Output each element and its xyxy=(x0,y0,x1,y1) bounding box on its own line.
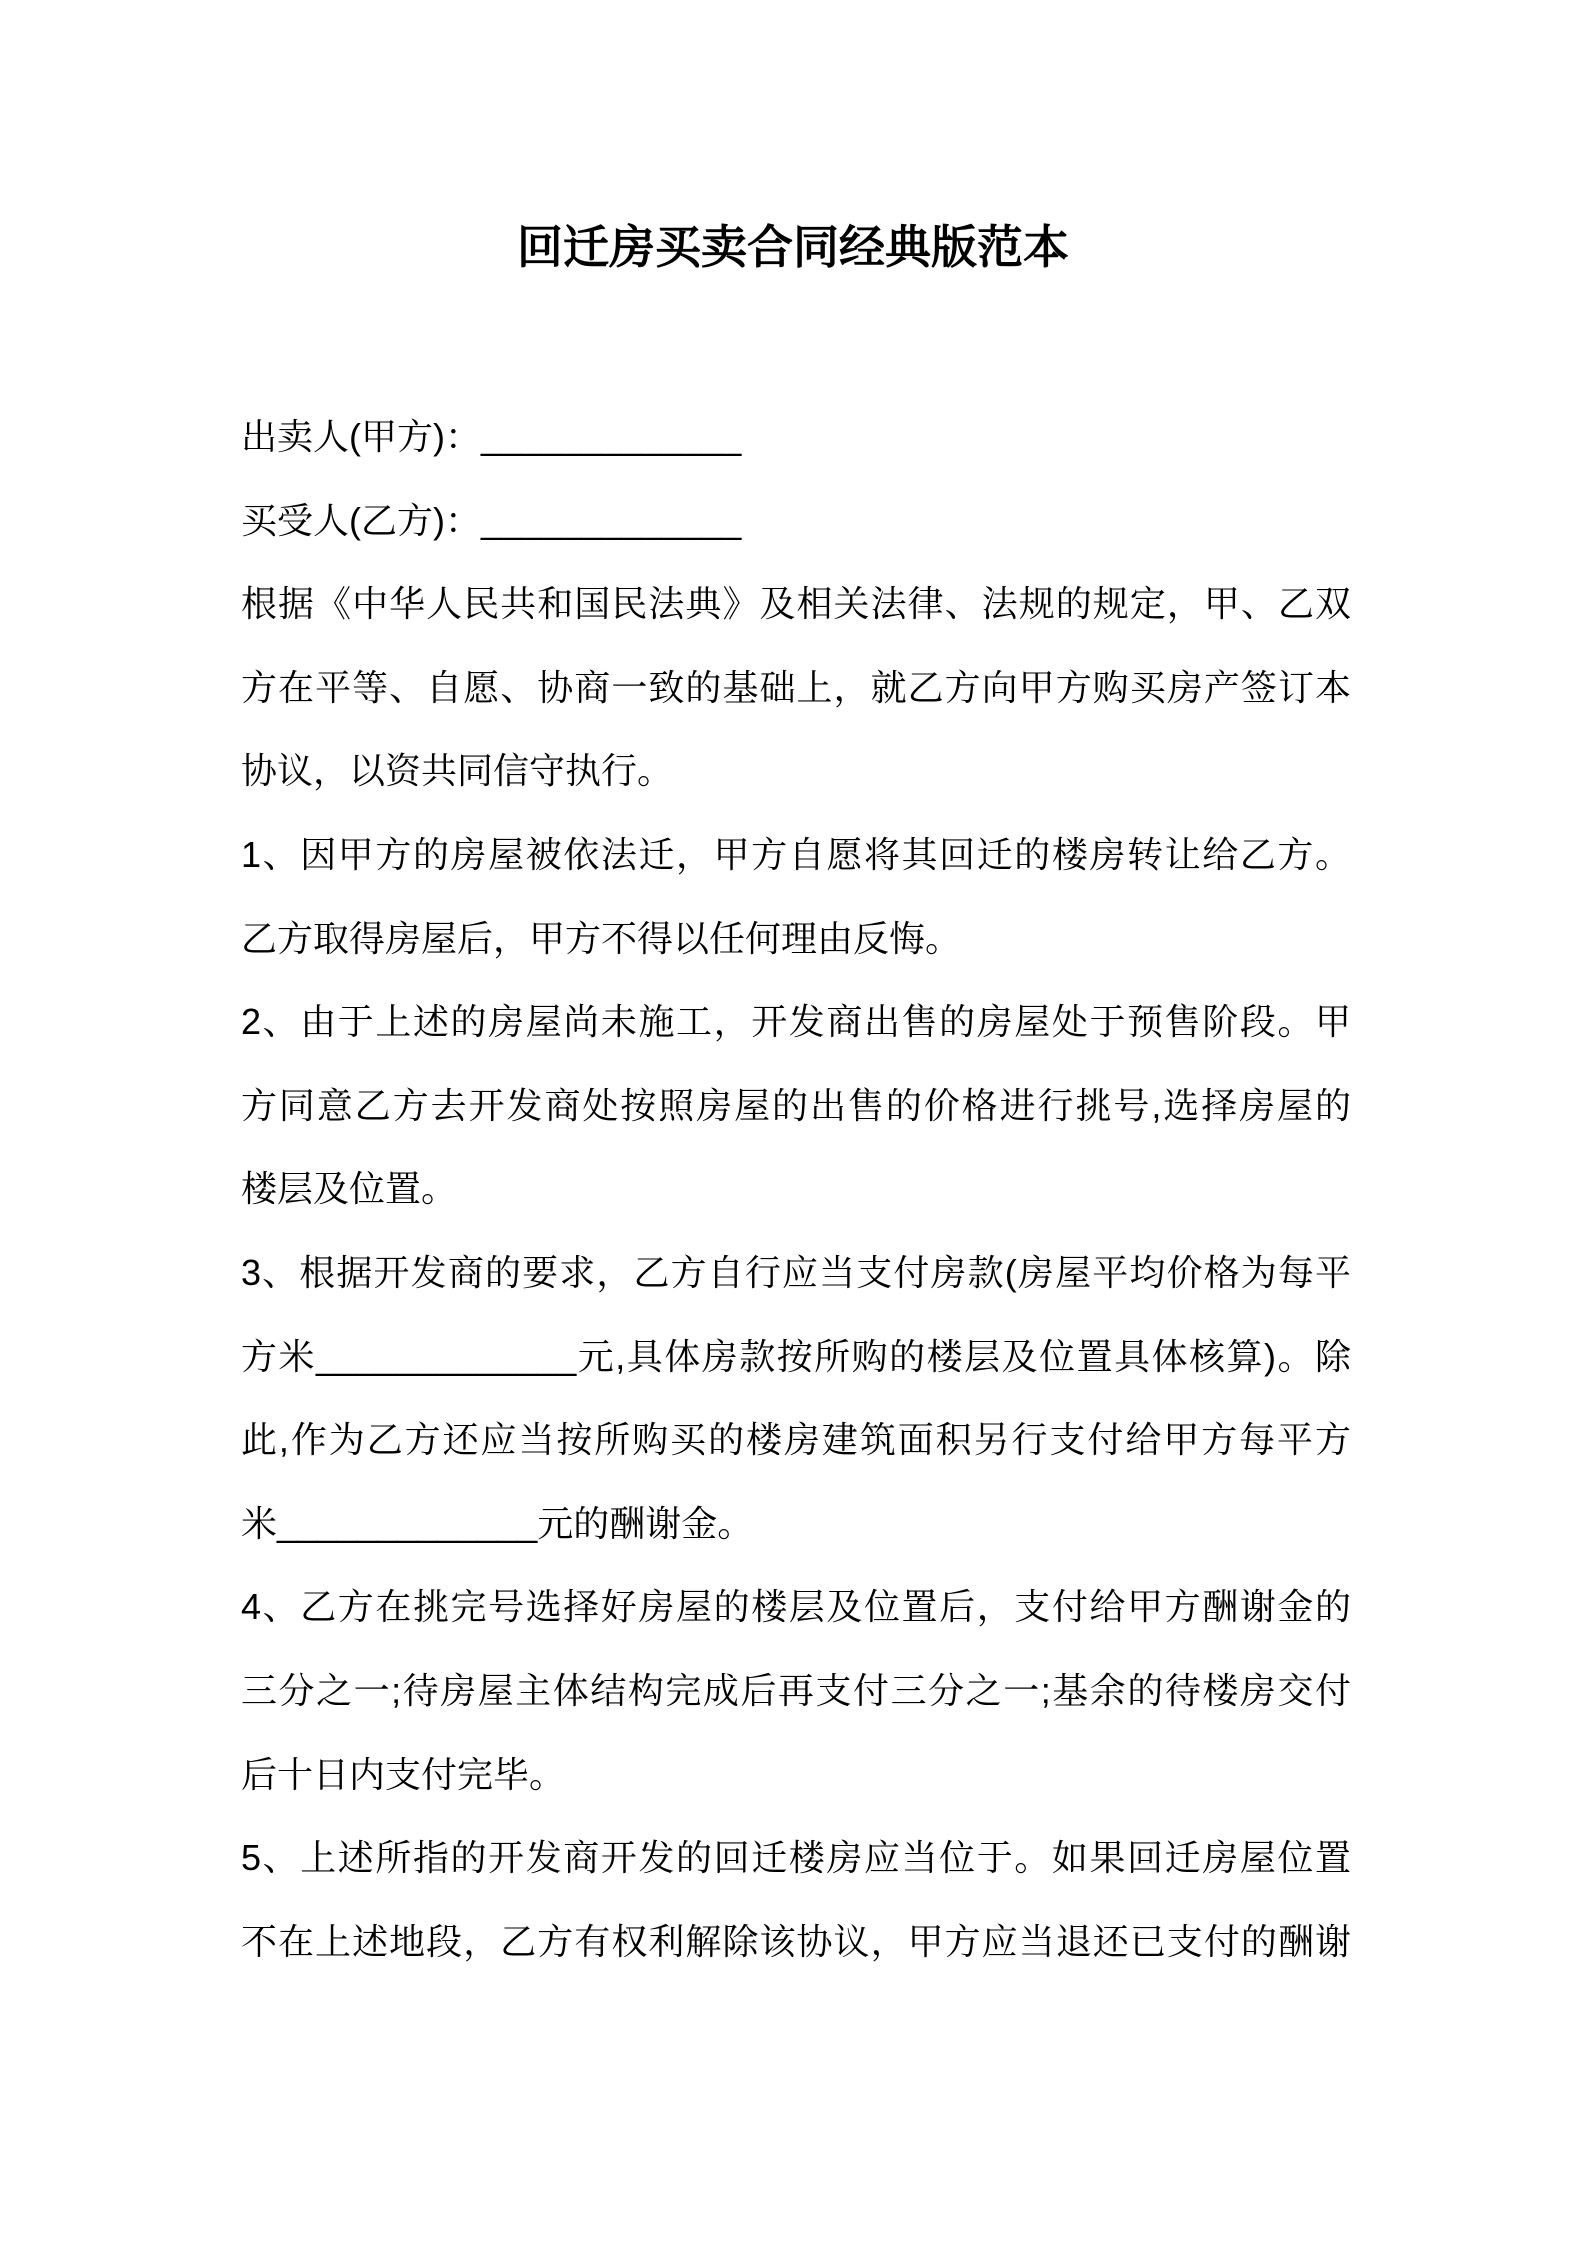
paragraph-line: 协议，以资共同信守执行。 xyxy=(241,750,674,792)
paragraph-line: 方同意乙方去开发商处按照房屋的出售的价格进行挑号,选择房屋的 xyxy=(241,1084,1351,1126)
paragraph-line: 此,作为乙方还应当按所购买的楼房建筑面积另行支付给甲方每平方 xyxy=(241,1419,1351,1461)
clause-2 xyxy=(241,980,1351,1231)
paragraph-line: 楼层及位置。 xyxy=(241,1168,458,1210)
preamble-paragraph xyxy=(241,562,1351,813)
paragraph-line: 方米_____________元,具体房款按所购的楼层及位置具体核算)。除 xyxy=(241,1335,1351,1377)
clause-3 xyxy=(241,1231,1351,1565)
paragraph-line: 方在平等、自愿、协商一致的基础上，就乙方向甲方购买房产签订本 xyxy=(241,666,1351,708)
seller-field xyxy=(241,395,1351,479)
paragraph-line: 出卖人(甲方)：_____________ xyxy=(241,416,742,457)
clause-1 xyxy=(241,813,1351,980)
buyer-field xyxy=(241,479,1351,563)
paragraph-line: 4、乙方在挑完号选择好房屋的楼层及位置后，支付给甲方酬谢金的 xyxy=(241,1586,1351,1628)
paragraph-line: 3、根据开发商的要求，乙方自行应当支付房款(房屋平均价格为每平 xyxy=(241,1251,1351,1293)
paragraph-line: 米_____________元的酬谢金。 xyxy=(241,1502,754,1544)
paragraph-line: 买受人(乙方)：_____________ xyxy=(241,499,742,541)
paragraph-line: 2、由于上述的房屋尚未施工，开发商出售的房屋处于预售阶段。甲 xyxy=(241,1001,1351,1043)
paragraph-line: 乙方取得房屋后，甲方不得以任何理由反悔。 xyxy=(241,917,962,959)
document-body xyxy=(241,395,1351,1983)
clause-4 xyxy=(241,1565,1351,1816)
clause-5 xyxy=(241,1816,1351,1983)
paragraph-line: 5、上述所指的开发商开发的回迁楼房应当位于。如果回迁房屋位置 xyxy=(241,1837,1351,1879)
paragraph-line: 1、因甲方的房屋被依法迁，甲方自愿将其回迁的楼房转让给乙方。 xyxy=(241,833,1351,875)
paragraph-line: 根据《中华人民共和国民法典》及相关法律、法规的规定，甲、乙双 xyxy=(241,583,1351,625)
document-title: 回迁房买卖合同经典版范本 xyxy=(517,221,1069,273)
paragraph-line: 后十日内支付完毕。 xyxy=(241,1753,566,1795)
paragraph-line: 不在上述地段，乙方有权利解除该协议，甲方应当退还已支付的酬谢 xyxy=(241,1920,1351,1962)
paragraph-line: 三分之一;待房屋主体结构完成后再支付三分之一;基余的待楼房交付 xyxy=(241,1669,1351,1711)
